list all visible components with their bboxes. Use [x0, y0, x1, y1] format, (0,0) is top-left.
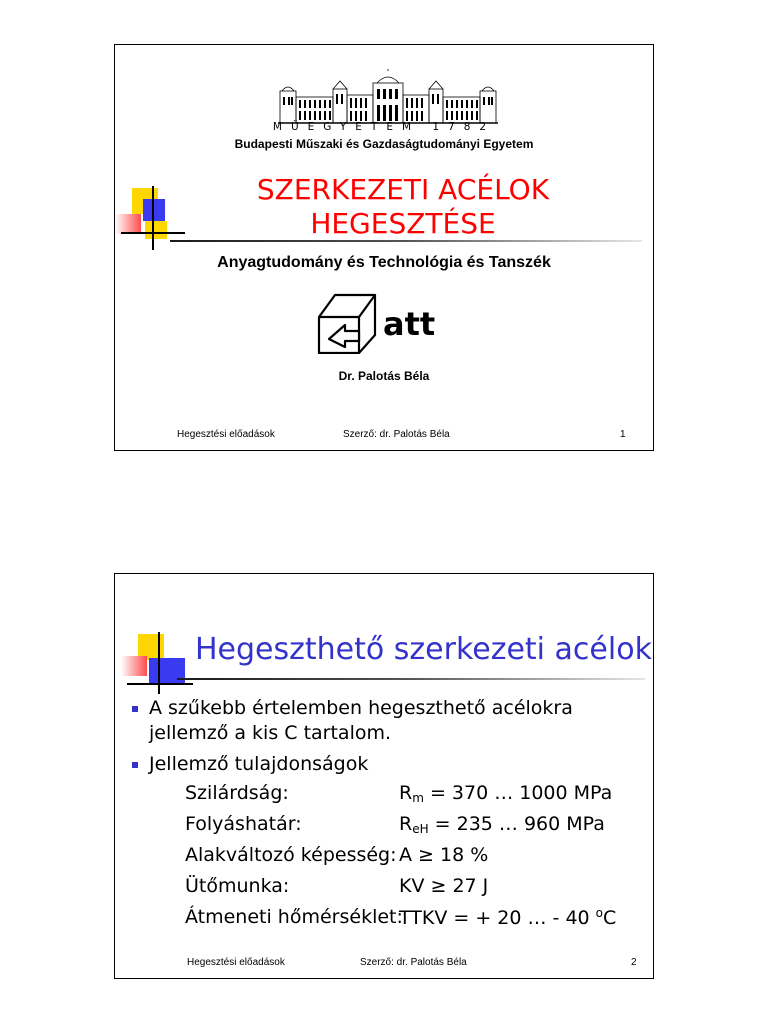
bullet-text: Jellemző tulajdonságok [149, 753, 369, 775]
list-item [129, 696, 629, 746]
page-number: 2 [631, 957, 637, 968]
bullet-icon [132, 762, 138, 768]
list-item [129, 752, 629, 777]
footer-center: Szerző: dr. Palotás Béla [360, 957, 467, 968]
slide-2-title: Hegeszthető szerkezeti acélok [195, 632, 652, 667]
slide-1-title [233, 173, 573, 241]
footer-left: Hegesztési előadások [187, 957, 285, 968]
property-name: Átmeneti hőmérséklet: [185, 906, 403, 928]
title-line-1: SZERKEZETI ACÉLOK [256, 173, 550, 206]
author-name: Dr. Palotás Béla [338, 369, 430, 383]
property-value: $R_m = 370$ … 1000 MPa [399, 782, 613, 805]
bullet-list [129, 696, 629, 783]
logo-caption: MŰEGYETEM 1782 [272, 121, 496, 133]
property-value: TTKV = + 20 … - 40 $^o$C [399, 906, 617, 929]
att-logo-text: att [383, 305, 436, 343]
property-value: KV ≥ 27 J [399, 875, 489, 897]
property-name: Szilárdság: [185, 782, 289, 804]
property-name: Alakváltozó képesség: [185, 844, 397, 866]
title-line-2: HEGESZTÉSE [310, 207, 496, 240]
page-number: 1 [620, 429, 626, 440]
slide-2 [114, 573, 654, 979]
decorative-squares [121, 634, 201, 699]
footer-center: Szerző: dr. Palotás Béla [343, 429, 450, 440]
decorative-squares [115, 188, 195, 253]
footer-left: Hegesztési előadások [177, 429, 275, 440]
slide-1 [114, 44, 654, 451]
university-name: Budapesti Műszaki és Gazdaságtudományi Egyetem [234, 137, 534, 151]
property-name: Ütőmunka: [185, 875, 290, 897]
department-name: Anyagtudomány és Technológia és Tanszék [217, 254, 551, 271]
property-value: A ≥ 18 % [399, 844, 489, 866]
property-name: Folyáshatár: [185, 813, 302, 835]
att-logo [315, 289, 450, 354]
title-underline [177, 678, 645, 680]
property-value: $R_{eH} = 235$ … 960 MPa [399, 813, 605, 836]
bullet-text: A szűkebb értelemben hegeszthető acélokra jellemző a kis C tartalom. [149, 697, 573, 744]
bullet-icon [132, 706, 138, 712]
title-underline [170, 240, 642, 242]
